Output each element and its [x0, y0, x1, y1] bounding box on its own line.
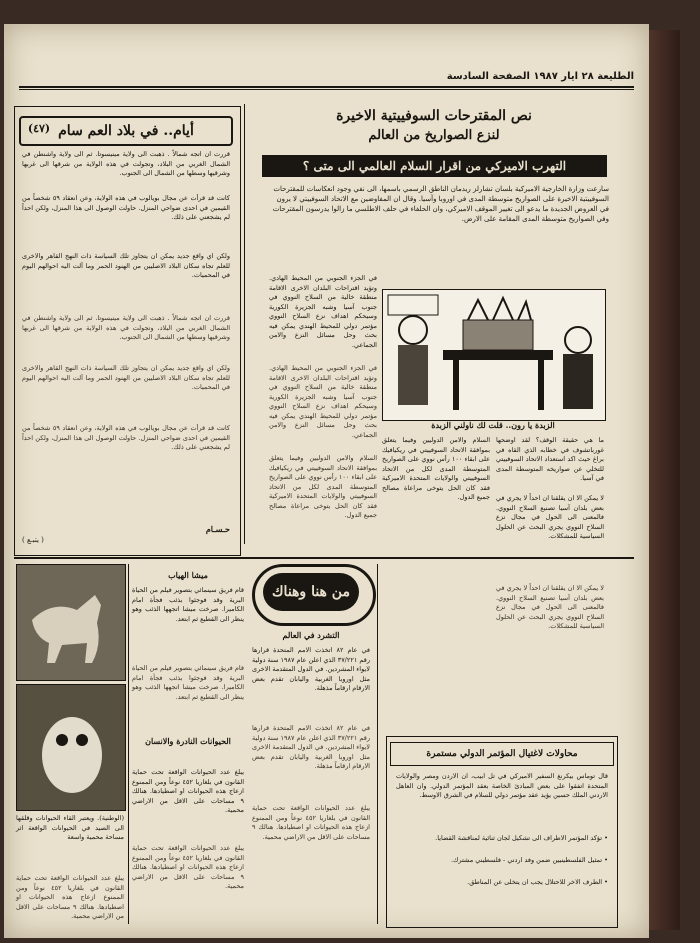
header-rule: [19, 86, 634, 88]
conference-point-3: • الطرف الاخر للاحتلال يجب ان يتخلى عن المناطق.: [467, 878, 608, 886]
series-paragraph-4: قررت ان اتجه شمالاً . ذهبت الى ولاية مينيسوتا. ثم الى ولاية واشنطن في الشمال الغربي من البلاد، وتجولت في هذه الولاية من شرقها الى غربها وشرقيها وسطها من الشمال الى الجنوب.: [22, 314, 230, 341]
owl-photo: [16, 684, 126, 811]
main-column-c: ما هي حقيقة الوقف؟ لقد اوضحها غورباتشوف في خطابه الذي القاه في براغ حيث اكد استعداد الاتحاد السوفييتي للتخلي عن صواريخه المتوسطة المدى في آسيا.: [496, 436, 604, 482]
misha-text: قام فريق سينمائي بتصوير فيلم من الحياة البرية وقد فوجئوا بذئب فجأة امام الكاميرا. صرخت ميشا اتجهها الذئب وهو ينظر الى القطيع ثم ابتعد.: [132, 586, 244, 623]
misha-text-cont: قام فريق سينمائي بتصوير فيلم من الحياة البرية وقد فوجئوا بذئب فجأة امام الكاميرا. صرخت ميشا اتجهها الذئب وهو ينظر الى القطيع ثم ابتعد.: [132, 664, 244, 701]
main-column-a-cont: في الجزء الجنوبي من المحيط الهادي. وتؤيد اقتراحات البلدان الاخرى الاقامة منطقة خالية من السلاح النووي في جنوب آسيا وشبه الجزيرة الكورية وسيحكم اهداف نزع السلاح النووي مؤتمر دولي للمحيط الهندي يمكن فيه بحث وحل مسائل النزع والامن الجماعي.: [269, 364, 377, 439]
cartoon-drawing: [383, 290, 605, 420]
column-divider: [244, 104, 245, 544]
homeless-text-cont: في عام ٨٢ اتخذت الامم المتحدة قرارها رقم ٣٧/٢٢١ الذي اعلن عام ١٩٨٧ سنة دولية لايواء المشردين. في الدول المتقدمة الاخرى مثل اوروبا الغربية واليابان تقدم بعض الارقام ارقاماً مذهلة.: [252, 724, 370, 770]
main-headline-2: لنزع الصواريخ من العالم: [368, 128, 500, 143]
series-title: أيام.. في بلاد العم سام: [19, 116, 233, 146]
owl-icon: [17, 685, 125, 810]
here-there-badge: [252, 564, 376, 626]
main-column-a: في الجزء الجنوبي من المحيط الهادي. وتؤيد اقتراحات البلدان الاخرى الاقامة منطقة خالية من السلاح النووي في جنوب آسيا وشبه الجزيرة الكورية وسيحكم اهداف نزع السلاح النووي مؤتمر دولي للمحيط الهندي يمكن فيه بحث وحل مسائل النزع والامن الجماعي.: [269, 274, 377, 349]
rare-animals-heading: الحيوانات النادرة والانسان: [145, 736, 231, 746]
wolf-photo: [16, 564, 126, 681]
header-rule-thin: [19, 89, 634, 90]
conference-point-2: • تمثيل الفلسطينيين ضمن وفد اردني - فلسطيني مشترك.: [450, 856, 608, 864]
photo-caption: (الوطنية). ويعتبر القاء الحيوانات وقلقها الى الصيد في الحيوانات الواقعة اثر مساحة محمية واسعة: [16, 814, 124, 841]
section-rule: [14, 557, 634, 559]
series-continued: ( يتبـع ): [22, 536, 44, 544]
cartoon-caption: الزبدة يا رون.. قلت لك ناولني الزبدة: [431, 420, 555, 430]
series-paragraph-2: كانت قد قرأت عن مجال بويالوب في هذه الولاية، وعن انعقاد ٥٩ شخصاً من القيمين في احدى ضواحي المنزل. حاولت الوصول الى هذا المنزل، ولكن احداً لم يشجعني على ذلك.: [22, 194, 230, 221]
rare-animals-text: يبلغ عدد الحيوانات الواقعة تحت حماية القانون في بلغاريا ٤٥٢ نوعاً ومن الممنوع ازعاج هذه الحيوانات او اصطيادها. هنالك ٩ مساحات على الاقل من الاراضي محمية.: [132, 768, 244, 814]
conference-text: قال توماس بيكرنغ السفير الاميركي في تل ابيب، ان الاردن ومصر والولايات المتحدة اتفقوا على بعض المبادئ الخاصة بعقد المؤتمر الدولي. وان العاهل الاردني الملك حسين يؤيد عقد مؤتمر دولي للسلام في الشرق الاوسط.: [396, 772, 608, 799]
lower-divider-2: [128, 564, 129, 924]
series-paragraph-1: قررت ان اتجه شمالاً . ذهبت الى ولاية مينيسوتا. ثم الى ولاية واشنطن في الشمال الغربي من البلاد، وتجولت في هذه الولاية من شرقها الى غربها وشرقيها وسطها من الشمال الى الجنوب.: [22, 150, 230, 177]
conference-title: محاولات لاغتيال المؤتمر الدولي مستمرة: [390, 742, 614, 766]
main-lead-paragraph: سارعت وزارة الخارجية الاميركية بلسان تشارلز ريدمان الناطق الرسمي باسمها، الى نفي وجود انعكاسات للمقترحات السوفييتية الاخيرة على الصواريخ متوسطة المدى في اوروبا وآسيا. وقال ان المفاوضين مع الاتحاد السوفييتي لا يرون في العروض الجديدة ما يدعو الى تغيير الموقف الاميركي، وان الحلفاء في حلف الاطلسي ما زالوا يدرسون المقترحات وفي الصواريخ متوسطة المدى المقامة على الارض.: [272, 185, 609, 223]
main-column-d: لا يمكن الا ان يقلقنا ان احداً لا يجري في بعض بلدان آسيا تصنيع السلاح النووي. فالمعنى الى الحول في مجال نزع السلاح النووي يجري البحث عن الحلول السياسية للمشكلات.: [496, 494, 604, 540]
wolf-icon: [17, 565, 125, 680]
homeless-text-cont-2: يبلغ عدد الحيوانات الواقعة تحت حماية القانون في بلغاريا ٤٥٢ نوعاً ومن الممنوع ازعاج هذه الحيوانات او اصطيادها. هنالك ٩ مساحات على الاقل من الاراضي محمية.: [252, 804, 370, 841]
main-headline: نص المقترحات السوفييتية الاخيرة: [336, 108, 532, 124]
newspaper-page: [4, 24, 649, 938]
page-header: الطليعة ٢٨ ايار ١٩٨٧ الصفحة السادسة: [446, 71, 634, 82]
main-subhead: التهرب الاميركي من اقرار السلام العالمي الى متى ؟: [262, 155, 607, 177]
series-number: (٤٧): [27, 122, 51, 135]
political-cartoon: [382, 289, 606, 421]
series-paragraph-5: ولكن اي واقع جديد يمكن ان يتجاوز تلك السياسة ذات النهج القاهر والاخرى للعلم تجاه سكان البلاد الاصليين من الهنود الحمر وما آلت اليه احوالهم اليوم في المحميات.: [22, 364, 230, 391]
rare-animals-text-cont: يبلغ عدد الحيوانات الواقعة تحت حماية القانون في بلغاريا ٤٥٢ نوعاً ومن الممنوع ازعاج هذه الحيوانات او اصطيادها. هنالك ٩ مساحات على الاقل من الاراضي محمية.: [132, 844, 244, 890]
here-there-title: من هنا وهناك: [263, 573, 359, 611]
homeless-text: في عام ٨٢ اتخذت الامم المتحدة قرارها رقم ٣٧/٢٢١ الذي اعلن عام ١٩٨٧ سنة دولية لايواء المشردين. في الدول المتقدمة الاخرى مثل اوروبا الغربية واليابان تقدم بعض الارقام ارقاماً مذهلة.: [252, 646, 370, 692]
misha-heading: ميشا الهياب: [168, 570, 208, 580]
lower-divider: [377, 564, 378, 924]
main-column-f: لا يمكن الا ان يقلقنا ان احداً لا يجري في بعض بلدان آسيا تصنيع السلاح النووي. فالمعنى الى الحول في مجال نزع السلاح النووي يجري البحث عن الحلول السياسية للمشكلات.: [496, 584, 604, 630]
homeless-heading: التشرد في العالم: [282, 630, 340, 640]
conference-point-1: • تؤكد المؤتمر الاطراف الى تشكيل لجان ثنائية لمناقشة القضايا.: [435, 834, 608, 842]
photo-caption-cont: يبلغ عدد الحيوانات الواقعة تحت حماية القانون في بلغاريا ٤٥٢ نوعاً ومن الممنوع ازعاج هذه الحيوانات او اصطيادها. هنالك ٩ مساحات على الاقل من الاراضي محمية.: [16, 874, 124, 920]
series-paragraph-3: ولكن اي واقع جديد يمكن ان يتجاوز تلك السياسة ذات النهج القاهر والاخرى للعلم تجاه سكان البلاد الاصليين من الهنود الحمر وما آلت اليه احوالهم اليوم في المحميات.: [22, 252, 230, 279]
series-author: حـسـام: [205, 524, 230, 534]
main-column-b: السلام والامن الدوليين وفيما يتعلق بموافقة الاتحاد السوفييتي في ريكيافيك على ابقاء ١٠٠ رأس نووي على الصواريخ المتوسطة المدى لكل من الاتحاد السوفييتي والولايات المتحدة الاميركية فقد كان الحل يتوخى مراعاة مصالح جميع الدول.: [382, 436, 490, 501]
series-paragraph-6: كانت قد قرأت عن مجال بويالوب في هذه الولاية، وعن انعقاد ٥٩ شخصاً من القيمين في احدى ضواحي المنزل. حاولت الوصول الى هذا المنزل، ولكن احداً لم يشجعني على ذلك.: [22, 424, 230, 451]
main-column-e: السلام والامن الدوليين وفيما يتعلق بموافقة الاتحاد السوفييتي في ريكيافيك على ابقاء ١٠٠ رأس نووي على الصواريخ المتوسطة المدى لكل من الاتحاد السوفييتي والولايات المتحدة الاميركية فقد كان الحل يتوخى مراعاة مصالح جميع الدول.: [269, 454, 377, 519]
